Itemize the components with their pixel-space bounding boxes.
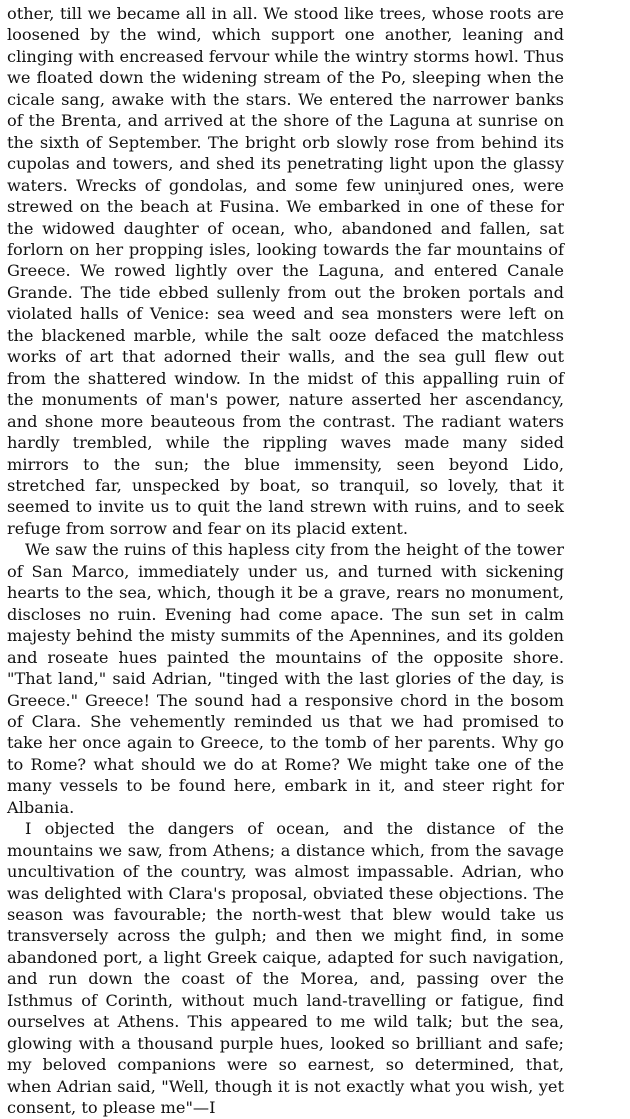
paragraph-2: We saw the ruins of this hapless city from the height of the tower of San Marco, immediately under us, and turned with sickening hearts to the sea, which, though it be a grave, rears no monument, discloses no ruin. Evening had come apace. The sun set in calm majesty behind the misty summits of the Apennines, and its golden and roseate hues painted the mountains of the opposite shore. "That land," said Adrian, "tinged with the last glories of the day, is Greece." Greece! The sound had a responsive chord in the bosom of Clara. She vehemently reminded us that we had promised to take her once again to Greece, to the tomb of her parents. Why go to Rome? what should we do at Rome? We might take one of the many vessels to be found here, embark in it, and steer right for Albania. — [7, 540, 564, 817]
paragraph-1: other, till we became all in all. We stood like trees, whose roots are loosened by the wind, which support one another, leaning and clinging with encreased fervour while the wintry storms howl. Thus we floated down the widening stream of the Po, sleeping when the cicale sang, awake with the stars. We entered the narrower banks of the Brenta, and arrived at the shore of the Laguna at sunrise on the sixth of September. The bright orb slowly rose from behind its cupolas and towers, and shed its penetrating light upon the glassy waters. Wrecks of gondolas, and some few uninjured ones, were strewed on the beach at Fusina. We embarked in one of these for the widowed daughter of ocean, who, abandoned and fallen, sat forlorn on her propping isles, looking towards the far mountains of Greece. We rowed lightly over the Laguna, and entered Canale Grande. The tide ebbed sullenly from out the broken portals and violated halls of Venice: sea weed and sea monsters were left on the blackened marble, while the salt ooze defaced the matchless works of art that adorned their walls, and the sea gull flew out from the shattered window. In the midst of this appalling ruin of the monuments of man's power, nature asserted her ascendancy, and shone more beauteous from the contrast. The radiant waters hardly trembled, while the rippling waves made many sided mirrors to the sun; the blue immensity, seen beyond Lido, stretched far, unspecked by boat, so tranquil, so lovely, that it seemed to invite us to quit the land strewn with ruins, and to seek refuge from sorrow and fear on its placid extent. — [7, 4, 564, 538]
paragraph-3: I objected the dangers of ocean, and the distance of the mountains we saw, from Athens; a distance which, from the savage uncultivation of the country, was almost impassable. Adrian, who was delighted with Clara's proposal, obviated these objections. The season was favourable; the north-west that blew would take us transversely across the gulph; and then we might find, in some abandoned port, a light Greek caique, adapted for such navigation, and run down the coast of the Morea, and, passing over the Isthmus of Corinth, without much land-travelling or fatigue, find ourselves at Athens. This appeared to me wild talk; but the sea, glowing with a thousand purple hues, looked so brilliant and safe; my beloved companions were so earnest, so determined, that, when Adrian said, "Well, though it is not exactly what you wish, yet consent, to please me"—I — [7, 819, 564, 1118]
document-page — [7, 3, 564, 1119]
